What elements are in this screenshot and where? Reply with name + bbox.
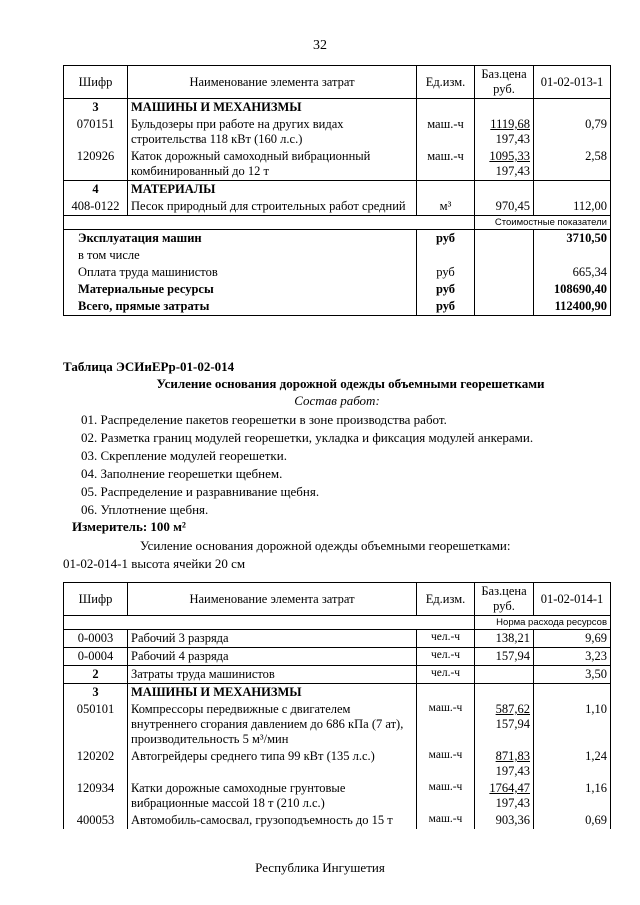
row-value: 112,00	[534, 198, 611, 216]
table-header	[64, 583, 611, 616]
summary-row	[64, 281, 611, 298]
row-name: Катки дорожные самоходные грунтовые вибрационные массой 18 т (210 л.с.)	[128, 780, 417, 812]
row-name: Каток дорожный самоходный вибрационный комбинированный до 12 т	[128, 148, 417, 181]
table-row	[64, 780, 611, 812]
row-value: 2,58	[534, 148, 611, 181]
resource-table-2	[63, 582, 611, 829]
cost-indicators-row	[64, 216, 611, 230]
section-num: 3	[64, 684, 128, 702]
row-code: 2	[64, 666, 128, 684]
table-row	[64, 198, 611, 216]
section-title: МАТЕРИАЛЫ	[128, 181, 417, 199]
row-price: 587,62 157,94	[475, 701, 534, 748]
table-row	[64, 630, 611, 648]
row-price: 157,94	[475, 648, 534, 666]
summary-row	[64, 230, 611, 248]
measure-unit: Измеритель: 100 м²	[72, 519, 186, 534]
row-unit: маш.-ч	[417, 748, 475, 780]
row-price: 871,83 197,43	[475, 748, 534, 780]
summary-row	[64, 264, 611, 281]
row-price: 903,36	[475, 812, 534, 829]
list-item: 04. Заполнение георешетки щебнем.	[81, 466, 283, 481]
row-code: 400053	[64, 812, 128, 829]
row-value: 1,10	[534, 701, 611, 748]
list-item: 02. Разметка границ модулей георешетки, укладка и фиксация модулей анкерами.	[81, 430, 534, 445]
table-title: Таблица ЭСИиЕРр-01-02-014	[63, 359, 235, 374]
row-code: 0-0003	[64, 630, 128, 648]
row-code: 408-0122	[64, 198, 128, 216]
summary-label: Материальные ресурсы	[64, 281, 417, 298]
row-price: 970,45	[475, 198, 534, 216]
norm-label: Норма расхода ресурсов	[475, 616, 611, 630]
row-name: Затраты труда машинистов	[128, 666, 417, 684]
row-code: 070151	[64, 116, 128, 148]
header-unit: Ед.изм.	[417, 66, 475, 99]
row-code: 120202	[64, 748, 128, 780]
row-value: 1,24	[534, 748, 611, 780]
row-unit: маш.-ч	[417, 116, 475, 148]
list-item: 01. Распределение пакетов георешетки в зоне производства работ.	[81, 412, 447, 427]
list-item: 03. Скрепление модулей георешетки.	[81, 448, 287, 463]
section-row	[64, 181, 611, 199]
row-value: 1,16	[534, 780, 611, 812]
summary-row	[64, 247, 611, 264]
section-row	[64, 99, 611, 117]
summary-label: Всего, прямые затраты	[64, 298, 417, 316]
row-unit: маш.-ч	[417, 812, 475, 829]
header-code: Шифр	[64, 66, 128, 99]
section-num: 3	[64, 99, 128, 117]
table-row	[64, 148, 611, 181]
code-line: 01-02-014-1 высота ячейки 20 см	[63, 556, 246, 571]
page-footer: Республика Ингушетия	[255, 860, 385, 875]
row-name: Рабочий 4 разряда	[128, 648, 417, 666]
row-value: 3,50	[534, 666, 611, 684]
header-name: Наименование элемента затрат	[128, 583, 417, 616]
header-id: 01-02-013-1	[534, 66, 611, 99]
row-price: 1764,47 197,43	[475, 780, 534, 812]
summary-label: в том числе	[64, 247, 417, 264]
row-code: 050101	[64, 701, 128, 748]
summary-label: Эксплуатация машин	[64, 230, 417, 248]
section-title: МАШИНЫ И МЕХАНИЗМЫ	[128, 684, 417, 702]
row-code: 0-0004	[64, 648, 128, 666]
resource-table-1	[63, 65, 611, 316]
row-unit: маш.-ч	[417, 780, 475, 812]
row-unit: чел.-ч	[417, 666, 475, 684]
summary-unit: руб	[417, 230, 475, 248]
row-price: 1119,68 197,43	[475, 116, 534, 148]
summary-value: 108690,40	[534, 281, 611, 298]
row-name: Рабочий 3 разряда	[128, 630, 417, 648]
cost-indicators-label: Стоимостные показатели	[475, 216, 611, 230]
row-code: 120926	[64, 148, 128, 181]
table-row	[64, 701, 611, 748]
summary-value: 665,34	[534, 264, 611, 281]
row-name: Автогрейдеры среднего типа 99 кВт (135 л.с.)	[128, 748, 417, 780]
row-price: 138,21	[475, 630, 534, 648]
header-price: Баз.цена руб.	[475, 583, 534, 616]
header-price: Баз.цена руб.	[475, 66, 534, 99]
list-item: 06. Уплотнение щебня.	[81, 502, 209, 517]
row-name: Бульдозеры при работе на других видах строительства 118 кВт (160 л.с.)	[128, 116, 417, 148]
summary-value: 112400,90	[534, 298, 611, 316]
row-value: 0,79	[534, 116, 611, 148]
row-unit: м³	[417, 198, 475, 216]
section-row	[64, 684, 611, 702]
row-code: 120934	[64, 780, 128, 812]
summary-unit: руб	[417, 264, 475, 281]
table-row	[64, 116, 611, 148]
work-description: Усиление основания дорожной одежды объемными георешетками:	[140, 538, 511, 553]
table-row	[64, 666, 611, 684]
row-unit: чел.-ч	[417, 648, 475, 666]
row-unit: чел.-ч	[417, 630, 475, 648]
work-heading: Состав работ:	[294, 393, 380, 408]
page-number: 32	[313, 38, 327, 53]
row-name: Компрессоры передвижные с двигателем внутреннего сгорания давлением до 686 кПа (7 ат), производительность 5 м³/мин	[128, 701, 417, 748]
table-header	[64, 66, 611, 99]
section-num: 4	[64, 181, 128, 199]
header-code: Шифр	[64, 583, 128, 616]
summary-unit: руб	[417, 298, 475, 316]
section-title: МАШИНЫ И МЕХАНИЗМЫ	[128, 99, 417, 117]
row-name: Автомобиль-самосвал, грузоподъемность до 15 т	[128, 812, 417, 829]
header-unit: Ед.изм.	[417, 583, 475, 616]
header-id: 01-02-014-1	[534, 583, 611, 616]
row-value: 9,69	[534, 630, 611, 648]
row-value: 3,23	[534, 648, 611, 666]
summary-value: 3710,50	[534, 230, 611, 248]
table-subtitle: Усиление основания дорожной одежды объемными георешетками	[156, 376, 545, 391]
work-list	[81, 411, 629, 519]
table-row	[64, 648, 611, 666]
summary-row	[64, 298, 611, 316]
summary-unit: руб	[417, 281, 475, 298]
table-row	[64, 748, 611, 780]
summary-label: Оплата труда машинистов	[64, 264, 417, 281]
row-price: 1095,33 197,43	[475, 148, 534, 181]
list-item: 05. Распределение и разравнивание щебня.	[81, 484, 320, 499]
header-name: Наименование элемента затрат	[128, 66, 417, 99]
row-value: 0,69	[534, 812, 611, 829]
table-row	[64, 812, 611, 829]
row-unit: маш.-ч	[417, 701, 475, 748]
row-name: Песок природный для строительных работ средний	[128, 198, 417, 216]
norm-row	[64, 616, 611, 630]
row-unit: маш.-ч	[417, 148, 475, 181]
